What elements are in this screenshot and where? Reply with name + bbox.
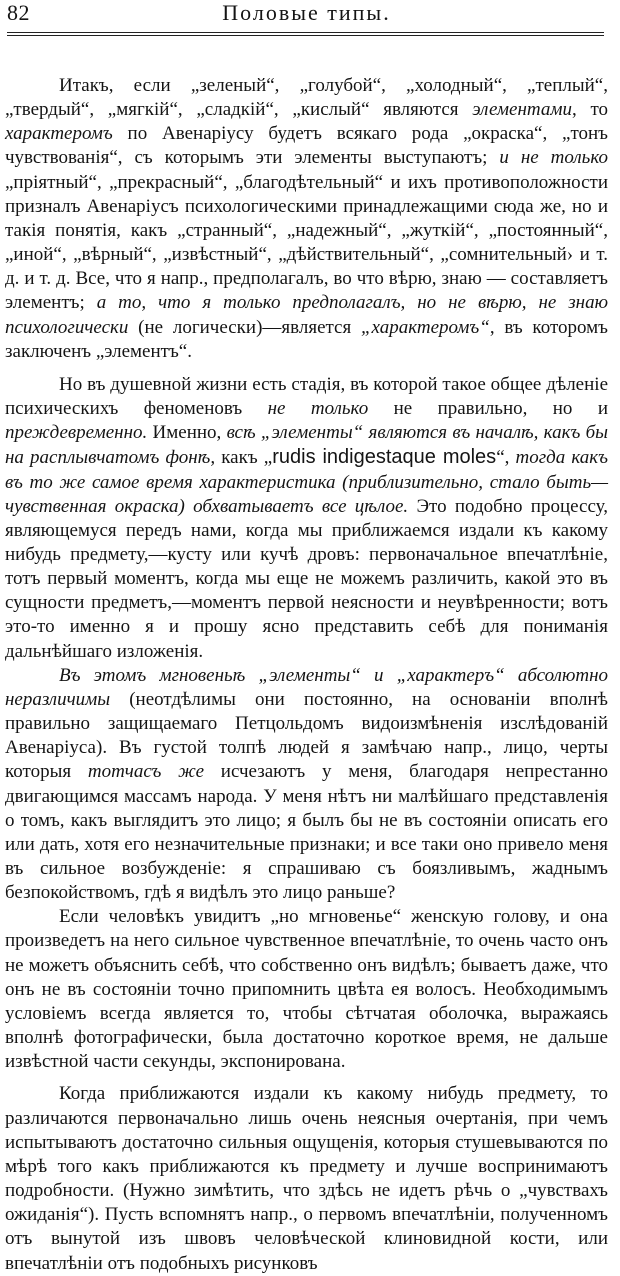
text-run: не правильно, но и xyxy=(368,398,608,420)
text-run: по Авенаріусу будетъ всякаго рода „окраска“, „тонъ чувствованія“, съ которымъ эти элементы выступаютъ; xyxy=(5,123,608,169)
text-run: (не логически)—является xyxy=(128,316,361,338)
text-run: Если человѣкъ увидитъ „но мгновенье“ женскую голову, и она произведетъ на него сильное чувственное впечатлѣніе, то очень часто онъ не можетъ объяснить себѣ, что собственно онъ видѣлъ; бываетъ даже, что онъ не въ состояніи точно припомнить цвѣта ея волосъ. Необходимымъ условіемъ всегда является то, чтобы сѣтчатая оболочка, выражаясь вполнѣ фотографически, была достаточно короткое время, не дальше извѣстной части секунды, экспонирована. xyxy=(5,906,608,1073)
italic-run: и не только xyxy=(499,147,608,169)
text-run: Но въ душевной жизни есть стадія, въ которой такое общее дѣленіе психическихъ феноменовъ xyxy=(5,373,608,420)
italic-run: тогда какъ въ то же самое время характеристика (приблизительно, стало быть—чувственная окраска) обхватываетъ все цѣлое. xyxy=(5,447,609,517)
italic-run: „характеромъ“ xyxy=(360,316,490,338)
italic-run: элементами xyxy=(472,99,572,121)
page-number: 82 xyxy=(7,0,30,25)
paragraph xyxy=(5,905,608,1074)
latin-run: rudis indigestaque moles xyxy=(272,446,497,469)
italic-run: преждевременно. xyxy=(5,422,148,444)
italic-run: Въ этомъ мгновеньѣ „элементы“ и „характеръ“ абсолютно неразличимы xyxy=(5,664,608,710)
text-run: Итакъ, если „зеленый“, „голубой“, „холодный“, „теплый“, „твердый“, „мягкій“, „сладкій“, „кислый“ являются xyxy=(5,75,608,121)
header-double-rule xyxy=(7,32,604,36)
text-run: исчезаютъ у меня, благодаря непрестанно двигающимся массамъ народа. У меня нѣтъ ни малѣйшаго представленія о томъ, какъ выглядитъ это лицо; я былъ бы не въ состояніи описать его или дать, хотя его незначительные признаки; и все таки оно привело меня въ сильное возбужденіе: я спрашиваю съ боязливымъ, жаднымъ безпокойствомъ, гдѣ я видѣлъ это лицо раньше? xyxy=(5,761,608,904)
text-run: , въ которомъ заключенъ „элементъ“. xyxy=(5,316,608,362)
italic-run: всѣ „элементы“ являются въ началѣ, какъ бы на расплывчатомъ фонѣ, xyxy=(5,422,609,469)
running-title: Половые типы. xyxy=(222,0,391,25)
body-text xyxy=(5,74,608,1276)
paragraph xyxy=(5,373,608,664)
italic-run: не только xyxy=(267,398,369,420)
text-run: какъ „ xyxy=(215,447,273,469)
text-run: Когда приближаются издали къ какому нибудь предмету, то различаются первоначально лишь очень неясныя очертанія, при чемъ испытываютъ достаточно сильныя ощущенія, которыя стушевываются по мѣрѣ того какъ приближаются къ предмету и лучше воспринимаютъ подробности. (Нужно зимѣтить, что здѣсь не идетъ рѣчь о „чувствахъ ожиданія“). Пусть вспомнятъ напр., о первомъ впечатлѣніи, полученномъ отъ вынутой изъ швовъ человѣческой клиновидной кости, или впечатлѣніи отъ подобныхъ рисунковъ xyxy=(5,1083,608,1274)
text-run: , то xyxy=(571,99,608,121)
italic-run: характеромъ xyxy=(5,123,113,145)
paragraph xyxy=(5,74,608,364)
italic-run: а то, что я только предполагалъ, но не вѣрю, не знаю психологически xyxy=(5,292,608,338)
text-run: “, xyxy=(496,447,516,469)
text-run: Это подобно процессу, являющемуся передъ нами, когда мы приближаемся издали къ какому нибудь предмету,—кусту или кучѣ дровъ: первоначальное впечатлѣніе, тотъ первый моментъ, когда мы еще не можемъ различить, какой это въ сущности предметъ,—моментъ первой неясности и неувѣренности; вотъ это-то именно я и прошу ясно представить себѣ для пониманія дальнѣйшаго изложенія. xyxy=(5,495,608,662)
paragraph xyxy=(5,1082,608,1275)
paragraph xyxy=(5,664,608,906)
text-run: Именно, xyxy=(147,422,227,444)
text-run: „пріятный“, „прекрасный“, „благодѣтельный“ и ихъ противоположности призналъ Авенаріусъ психологическими принадлежащими сюда же, но и такія понятія, какъ „странный“, „надежный“, „жуткій“, „постоянный“, „иной“, „вѣрный“, „извѣстный“, „дѣйствительный“, „сомнительный› и т. д. и т. д. Все, что я напр., предполагалъ, во что вѣрю, знаю — составляетъ элементъ; xyxy=(5,171,608,314)
text-run: (неотдѣлимы они постоянно, на основаніи вполнѣ правильно защищаемаго Петцольдомъ видоизмѣненія изслѣдованій Авенаріуса). Въ густой толпѣ людей я замѣчаю напр., лицо, черты которыя xyxy=(5,688,608,783)
italic-run: тотчасъ же xyxy=(87,761,205,783)
running-head xyxy=(5,0,608,30)
